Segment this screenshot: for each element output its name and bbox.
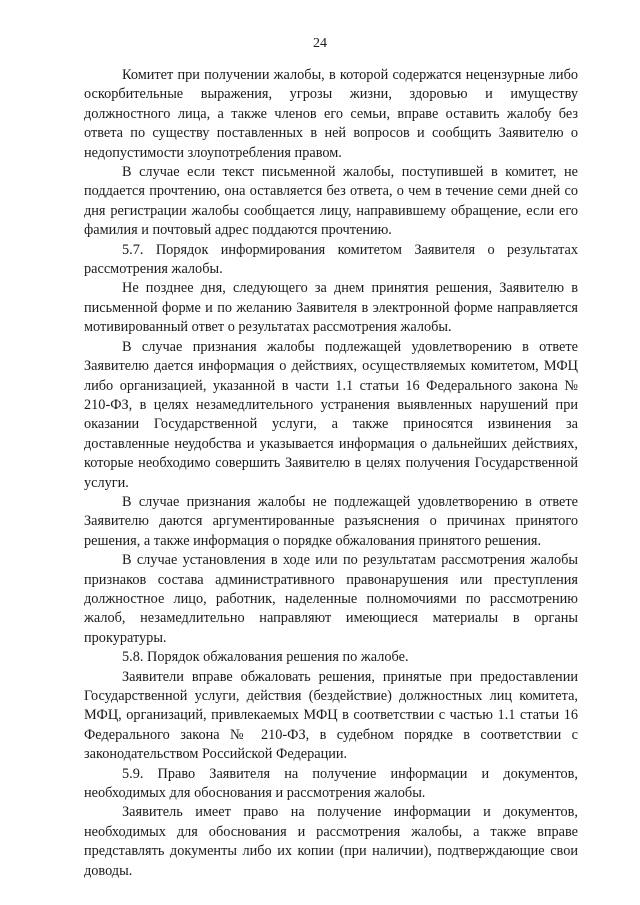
section-heading-5-9: 5.9. Право Заявителя на получение информации и документов, необходимых для обоснования и рассмотрения жалобы.: [84, 765, 578, 802]
document-body: [84, 66, 578, 881]
paragraph-right-to-information: Заявитель имеет право на получение информации и документов, необходимых для обоснования и рассмотрения жалобы, а также вправе представлять документы либо их копии (при наличии), подтверждающие свои доводы.: [84, 804, 578, 879]
paragraph-complaint-satisfied: В случае признания жалобы подлежащей удовлетворению в ответе Заявителю дается информация о действиях, осуществляемых комитетом, МФЦ либо организацией, указанной в части 1.1 статьи 16 Федерального закона № 210-ФЗ, в целях незамедлительного устранения выявленных нарушений при оказании Государственной услуги, а также приносятся извинения за доставленные неудобства и указывается информация о дальнейших действиях, которые необходимо совершить Заявителю в целях получения Государственной услуги.: [84, 338, 578, 491]
section-heading-5-7: 5.7. Порядок информирования комитетом Заявителя о результатах рассмотрения жалобы.: [84, 241, 578, 278]
paragraph-complaint-rejected: В случае признания жалобы не подлежащей удовлетворению в ответе Заявителю даются аргументированные разъяснения о причинах принятого решения, а также информация о порядке обжалования принятого решения.: [84, 493, 578, 549]
paragraph-response-deadline: Не позднее дня, следующего за днем принятия решения, Заявителю в письменной форме и по желанию Заявителя в электронной форме направляется мотивированный ответ о результатах рассмотрения жалобы.: [84, 280, 578, 336]
page-number: 24: [313, 36, 327, 51]
section-heading-5-8: 5.8. Порядок обжалования решения по жалобе.: [122, 649, 409, 666]
paragraph-obscene-complaint: Комитет при получении жалобы, в которой содержатся нецензурные либо оскорбительные выражения, угрозы жизни, здоровью и имуществу должностного лица, а также членов его семьи, вправе оставить жалобу без ответа по существу поставленных в ней вопросов и сообщить Заявителю о недопустимости злоупотребления правом.: [84, 67, 578, 161]
paragraph-unreadable-complaint: В случае если текст письменной жалобы, поступившей в комитет, не поддается прочтению, она оставляется без ответа, о чем в течение семи дней со дня регистрации жалобы сообщается лицу, направившему обращение, если его фамилия и почтовый адрес поддаются прочтению.: [84, 164, 578, 239]
paragraph-court-appeal: Заявители вправе обжаловать решения, принятые при предоставлении Государственной услуги, действия (бездействие) должностных лиц комитета, МФЦ, организаций, привлекаемых МФЦ в соответствии с частью 1.1 статьи 16 Федерального закона № 210-ФЗ, в судебном порядке в соответствии с законодательством Российской Федерации.: [84, 668, 578, 763]
paragraph-offense-detected: В случае установления в ходе или по результатам рассмотрения жалобы признаков состава административного правонарушения или преступления должностное лицо, работник, наделенные полномочиями по рассмотрению жалоб, незамедлительно направляют имеющиеся материалы в органы прокуратуры.: [84, 552, 578, 646]
